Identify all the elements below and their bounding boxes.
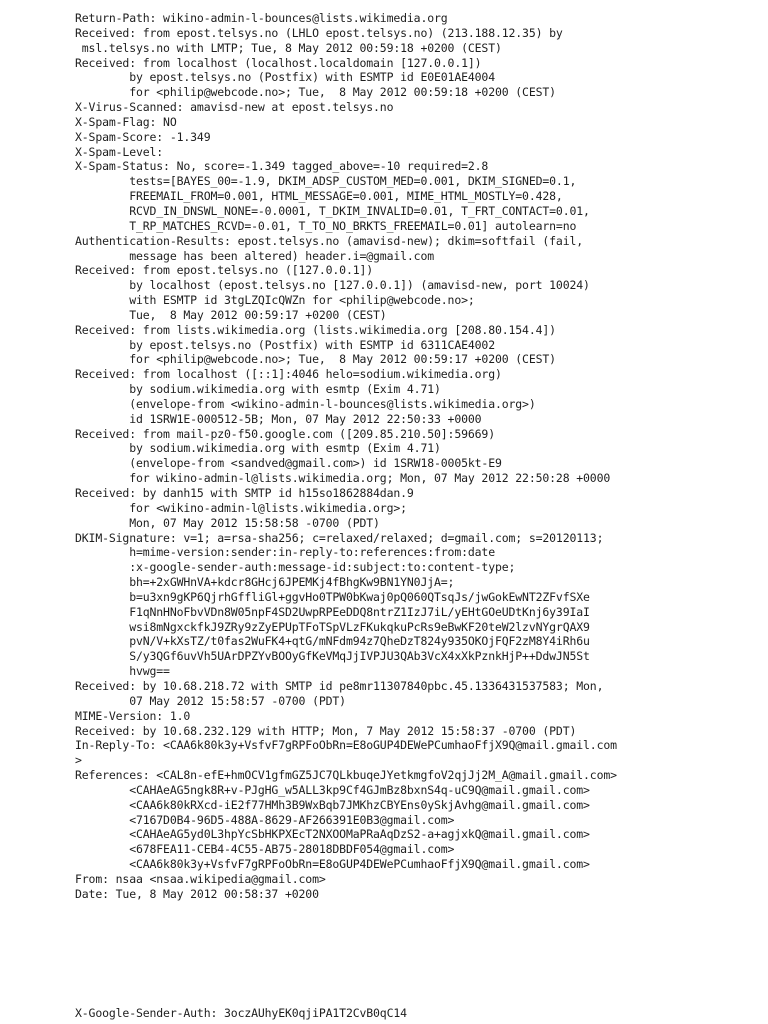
header-line: tests=[BAYES_00=-1.9, DKIM_ADSP_CUSTOM_MED=0.001, DKIM_SIGNED=0.1, xyxy=(75,174,577,189)
header-line: From: nsaa <nsaa.wikipedia@gmail.com> xyxy=(75,871,326,886)
header-line: Date: Tue, 8 May 2012 00:58:37 +0200 xyxy=(75,886,319,901)
header-line: X-Spam-Flag: NO xyxy=(75,114,177,129)
header-line: RCVD_IN_DNSWL_NONE=-0.0001, T_DKIM_INVALID=0.01, T_FRT_CONTACT=0.01, xyxy=(75,203,590,218)
header-line: (envelope-from <sandved@gmail.com>) id 1SRW18-0005kt-E9 xyxy=(75,456,502,471)
header-line: X-Spam-Status: No, score=-1.349 tagged_above=-10 required=2.8 xyxy=(75,159,489,174)
header-line: Received: from mail-pz0-f50.google.com ([209.85.210.50]:59669) xyxy=(75,426,495,441)
header-line: <CAHAeAG5ngk8R+v-PJgHG_w5ALL3kp9Cf4GJmBz8bxnS4q-uC9Q@mail.gmail.com> xyxy=(75,782,590,797)
header-line: by localhost (epost.telsys.no [127.0.0.1]) (amavisd-new, port 10024) xyxy=(75,278,590,293)
header-line: msl.telsys.no with LMTP; Tue, 8 May 2012 00:59:18 +0200 (CEST) xyxy=(75,40,502,55)
header-line: F1qNnHNoFbvVDn8W05npF4SD2UwpRPEeDDQ8ntrZ1IzJ7iL/yEHtGOeUDtKnj6y39IaI xyxy=(75,604,590,619)
header-line: Mon, 07 May 2012 15:58:58 -0700 (PDT) xyxy=(75,515,380,530)
header-line: for wikino-admin-l@lists.wikimedia.org; Mon, 07 May 2012 22:50:28 +0000 xyxy=(75,471,611,486)
header-line: X-Spam-Level: xyxy=(75,144,164,159)
header-line: pvN/V+kXsTZ/t0fas2WuFK4+qtG/mNFdm94z7QheDzT824y935OKOjFQF2zM8Y4iRh6u xyxy=(75,634,590,649)
header-line: <CAA6k80k3y+VsfvF7gRPFoObRn=E8oGUP4DEWePCumhaoFfjX9Q@mail.gmail.com> xyxy=(75,857,590,872)
header-line: Received: by 10.68.218.72 with SMTP id pe8mr11307840pbc.45.1336431537583; Mon, xyxy=(75,678,604,693)
header-line: Received: from epost.telsys.no ([127.0.0.1]) xyxy=(75,263,374,278)
header-line: with ESMTP id 3tgLZQIcQWZn for <philip@webcode.no>; xyxy=(75,293,475,308)
header-line: for <philip@webcode.no>; Tue, 8 May 2012 00:59:17 +0200 (CEST) xyxy=(75,352,556,367)
header-line: <CAA6k80kRXcd-iE2f77HMh3B9WxBqb7JMKhzCBYEns0ySkjAvhg@mail.gmail.com> xyxy=(75,797,590,812)
header-line: References: <CAL8n-efE+hmOCV1gfmGZ5JC7QLkbuqeJYetkmgfoV2qjJj2M_A@mail.gmail.com> xyxy=(75,768,617,783)
header-line: T_RP_MATCHES_RCVD=-0.01, T_TO_NO_BRKTS_FREEMAIL=0.01] autolearn=no xyxy=(75,218,577,233)
header-line: for <wikino-admin-l@lists.wikimedia.org>; xyxy=(75,500,407,515)
header-line: FREEMAIL_FROM=0.001, HTML_MESSAGE=0.001, MIME_HTML_MOSTLY=0.428, xyxy=(75,189,563,204)
header-line: b=u3xn9gKP6QjrhGffliGl+ggvHo0TPW0bKwaj0pQ060QTsqJs/jwGokEwNT2ZFvfSXe xyxy=(75,589,590,604)
header-line: > xyxy=(75,753,82,768)
header-line: Received: from epost.telsys.no (LHLO epost.telsys.no) (213.188.12.35) by xyxy=(75,25,563,40)
header-line: for <philip@webcode.no>; Tue, 8 May 2012 00:59:18 +0200 (CEST) xyxy=(75,85,556,100)
header-line: Received: from lists.wikimedia.org (lists.wikimedia.org [208.80.154.4]) xyxy=(75,322,556,337)
header-line: 07 May 2012 15:58:57 -0700 (PDT) xyxy=(75,693,346,708)
header-line: <678FEA11-CEB4-4C55-AB75-28018DBDF054@gmail.com> xyxy=(75,842,455,857)
header-line: :x-google-sender-auth:message-id:subject:to:content-type; xyxy=(75,560,516,575)
header-line: Received: from localhost ([::1]:4046 helo=sodium.wikimedia.org) xyxy=(75,367,502,382)
header-line: Received: by 10.68.232.129 with HTTP; Mon, 7 May 2012 15:58:37 -0700 (PDT) xyxy=(75,723,577,738)
header-line: by sodium.wikimedia.org with esmtp (Exim 4.71) xyxy=(75,382,441,397)
header-line: hvwg== xyxy=(75,664,170,679)
header-line: Return-Path: wikino-admin-l-bounces@lists.wikimedia.org xyxy=(75,11,448,25)
header-line: Received: by danh15 with SMTP id h15so1862884dan.9 xyxy=(75,486,414,500)
header-line: wsi8mNgxckfkJ9ZRy9zZyEPUpTFoTSpVLzFKukqkuPcRs9eBwKF20teW2lzvNYgrQAX9 xyxy=(75,619,590,634)
header-line: h=mime-version:sender:in-reply-to:references:from:date xyxy=(75,545,495,560)
header-line: by epost.telsys.no (Postfix) with ESMTP id E0E01AE4004 xyxy=(75,70,495,85)
header-line: DKIM-Signature: v=1; a=rsa-sha256; c=relaxed/relaxed; d=gmail.com; s=20120113; xyxy=(75,530,604,545)
header-line: <CAHAeAG5yd0L3hpYcSbHKPXEcT2NXOOMaPRaAqDzS2-a+agjxkQ@mail.gmail.com> xyxy=(75,827,590,842)
header-line: X-Virus-Scanned: amavisd-new at epost.telsys.no xyxy=(75,100,394,115)
header-line: by epost.telsys.no (Postfix) with ESMTP id 6311CAE4002 xyxy=(75,337,495,352)
email-headers xyxy=(75,11,617,902)
header-line: message has been altered) header.i=@gmail.com xyxy=(75,248,435,263)
header-line: S/y3QGf6uvVh5UArDPZYvBOOyGfKeVMqJjIVPJU3QAb3VcX4xXkPznkHjP++DdwJN5St xyxy=(75,649,590,664)
header-line: bh=+2xGWHnVA+kdcr8GHcj6JPEMKj4fBhgKw9BN1YN0JjA=; xyxy=(75,575,455,590)
header-line: id 1SRW1E-000512-5B; Mon, 07 May 2012 22:50:33 +0000 xyxy=(75,411,482,426)
header-line: Authentication-Results: epost.telsys.no (amavisd-new); dkim=softfail (fail, xyxy=(75,233,584,248)
header-line: In-Reply-To: <CAA6k80k3y+VsfvF7gRPFoObRn=E8oGUP4DEWePCumhaoFfjX9Q@mail.gmail.com xyxy=(75,738,617,753)
header-line: Tue, 8 May 2012 00:59:17 +0200 (CEST) xyxy=(75,307,387,322)
header-line: Received: from localhost (localhost.localdomain [127.0.0.1]) xyxy=(75,55,482,70)
sender-auth-header: X-Google-Sender-Auth: 3oczAUhyEK0qjiPA1T2CvB0qC14 xyxy=(75,1006,407,1020)
header-line: MIME-Version: 1.0 xyxy=(75,708,191,723)
header-line: by sodium.wikimedia.org with esmtp (Exim 4.71) xyxy=(75,441,441,456)
header-line: X-Spam-Score: -1.349 xyxy=(75,129,211,144)
header-line: (envelope-from <wikino-admin-l-bounces@lists.wikimedia.org>) xyxy=(75,396,536,411)
header-line: <7167D0B4-96D5-488A-8629-AF266391E0B3@gmail.com> xyxy=(75,812,455,827)
